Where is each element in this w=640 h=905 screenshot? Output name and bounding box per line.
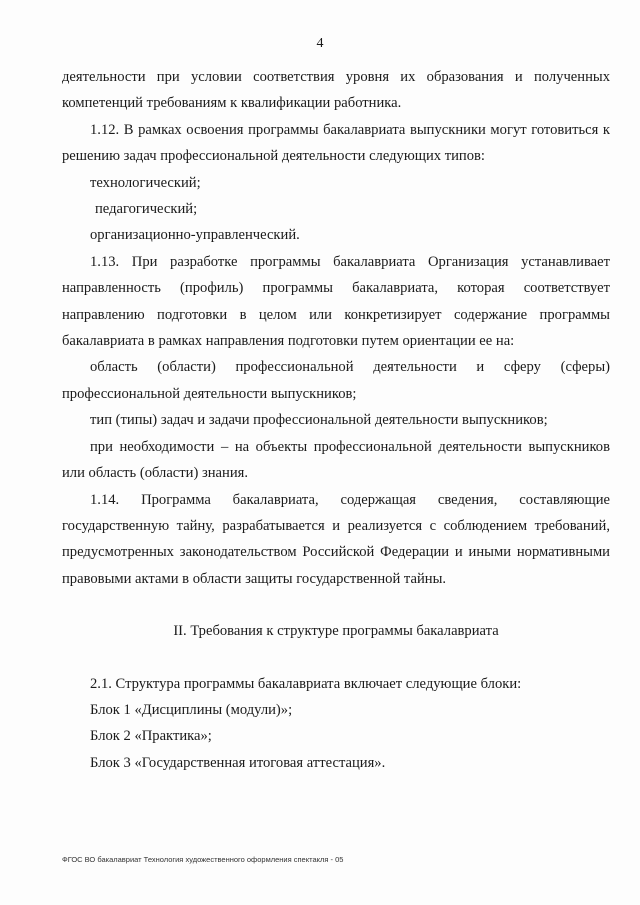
paragraph-1-14: 1.14. Программа бакалавриата, содержащая сведения, составляющие государственную тайну, разрабатывается и реализуется с соблюдением требований, предусмотренных законодательством Российской Федерации и иными нормативными правовыми актами в области защиты государственной тайны. bbox=[62, 491, 610, 587]
orientation-item-field: область (области) профессиональной деятельности и сферу (сферы) профессиональной деятельности выпускников; bbox=[62, 359, 610, 402]
activity-type-organizational: организационно-управленческий. bbox=[90, 227, 300, 244]
block-item-3: Блок 3 «Государственная итоговая аттестация». bbox=[90, 754, 386, 771]
document-body bbox=[62, 64, 610, 776]
block-item-1: Блок 1 «Дисциплины (модули)»; bbox=[90, 701, 293, 718]
paragraph-1-13: 1.13. При разработке программы бакалавриата Организация устанавливает направленность (профиль) программы бакалавриата, которая соответствует направлению подготовки в целом или конкретизирует содержание программы бакалавриата в рамках направления подготовки путем ориентации ее на: bbox=[62, 253, 610, 350]
orientation-item-objects: при необходимости – на объекты профессиональной деятельности выпускников или область (области) знания. bbox=[62, 438, 610, 482]
orientation-item-task-types: тип (типы) задач и задачи профессиональной деятельности выпускников; bbox=[90, 412, 548, 429]
activity-type-technological: технологический; bbox=[90, 174, 201, 191]
document-footer: ФГОС ВО бакалавриат Технология художественного оформления спектакля - 05 bbox=[62, 855, 344, 864]
paragraph-1-12: 1.12. В рамках освоения программы бакалавриата выпускники могут готовиться к решению задач профессиональной деятельности следующих типов: bbox=[62, 121, 610, 165]
paragraph-continuation: деятельности при условии соответствия уровня их образования и полученных компетенций требованиям к квалификации работника. bbox=[62, 69, 610, 112]
block-item-2: Блок 2 «Практика»; bbox=[90, 728, 212, 745]
paragraph-2-1: 2.1. Структура программы бакалавриата включает следующие блоки: bbox=[90, 675, 522, 692]
activity-type-pedagogical: педагогический; bbox=[95, 201, 198, 218]
page-number: 4 bbox=[316, 36, 324, 51]
section-heading: II. Требования к структуре программы бакалавриата bbox=[173, 623, 499, 640]
